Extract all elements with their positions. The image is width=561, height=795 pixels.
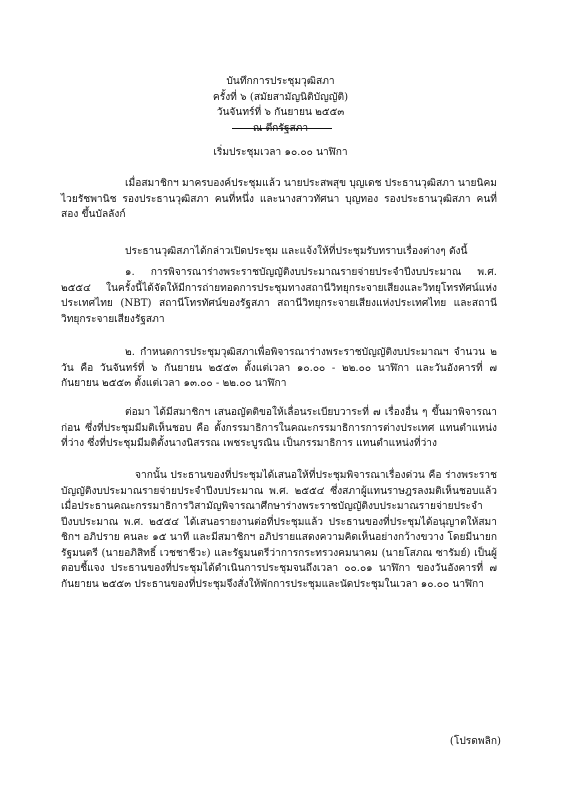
please-turn-over-note: (โปรดพลิก): [449, 736, 501, 748]
session-start-time: เริ่มประชุมเวลา ๑๐.๐๐ นาฬิกา: [213, 147, 348, 159]
document-title: บันทึกการประชุมวุฒิสภา: [226, 76, 335, 87]
paragraph-6: จากนั้น ประธานของที่ประชุมได้เสนอให้ที่ประชุมพิจารณาเรื่องด่วน คือ ร่างพระราชบัญญัติงบประมาณรายจ่ายประจำปีงบประมาณ พ.ศ. ๒๕๕๔ ซึ่งสภาผู้แทนราษฎรลงมติเห็นชอบแล้ว เมื่อประธานคณะกรรมาธิการวิสามัญพิจารณาศึกษาร่างพระราชบัญญัติงบประมาณรายจ่ายประจำปีงบประมาณ พ.ศ. ๒๕๕๔ ได้เสนอรายงานต่อที่ประชุมแล้ว ประธานของที่ประชุมได้อนุญาตให้สมาชิกฯ อภิปราย คนละ ๑๕ นาที และมีสมาชิกฯ อภิปรายแสดงความคิดเห็นอย่างกว้างขวาง โดยมีนายกรัฐมนตรี (นายอภิสิทธิ์ เวชชาชีวะ) และรัฐมนตรีว่าการกระทรวงคมนาคม (นายโสภณ ซารัมย์) เป็นผู้ตอบชี้แจง ประธานของที่ประชุมได้ดำเนินการประชุมจนถึงเวลา ๐๐.๐๑ นาฬิกา ของวันอังคารที่ ๗ กันยายน ๒๕๕๓ ประธานของที่ประชุมจึงสั่งให้พักการประชุมและนัดประชุมในเวลา ๑๐.๐๐ นาฬิกา: [61, 470, 497, 590]
session-number: ครั้งที่ ๖ (สมัยสามัญนิติบัญญัติ): [212, 91, 349, 103]
paragraph-3: ๑. การพิจารณาร่างพระราชบัญญัติงบประมาณรายจ่ายประจำปีงบประมาณ พ.ศ. ๒๕๕๔ ในครั้งนี้ได้จัดให้มีการถ่ายทอดการประชุมทางสถานีวิทยุกระจายเสียงและวิทยุโทรทัศน์แห่งประเทศไทย (NBT) สถานีโทรทัศน์ของรัฐสภา สถานีวิทยุกระจายเสียงแห่งประเทศไทย และสถานีวิทยุกระจายเสียงรัฐสภา: [61, 267, 497, 325]
meeting-date: วันจันทร์ที่ ๖ กันยายน ๒๕๕๓: [216, 107, 345, 118]
header-divider: [232, 128, 332, 129]
meeting-place: ณ ตึกรัฐสภา: [252, 122, 309, 134]
paragraph-2: ประธานวุฒิสภาได้กล่าวเปิดประชุม และแจ้งให้ที่ประชุมรับทราบเรื่องต่างๆ ดังนี้: [125, 246, 468, 257]
paragraph-5: ต่อมา ได้มีสมาชิกฯ เสนอญัตติขอให้เลื่อนระเบียบวาระที่ ๗ เรื่องอื่น ๆ ขึ้นมาพิจารณาก่อน ซึ่งที่ประชุมมีมติเห็นชอบ คือ ตั้งกรรมาธิการในคณะกรรมาธิการการต่างประเทศ แทนตำแหน่งที่ว่าง ซึ่งที่ประชุมมีมติตั้งนางนิสรรณ เพชระบูรณิน เป็นกรรมาธิการ แทนตำแหน่งที่ว่าง: [61, 407, 497, 449]
paragraph-4: ๒. กำหนดการประชุมวุฒิสภาเพื่อพิจารณาร่างพระราชบัญญัติงบประมาณฯ จำนวน ๒ วัน คือ วันจันทร์ที่ ๖ กันยายน ๒๕๕๓ ตั้งแต่เวลา ๑๐.๐๐ - ๒๒.๐๐ นาฬิกา และวันอังคารที่ ๗ กันยายน ๒๕๕๓ ตั้งแต่เวลา ๑๓.๐๐ - ๒๒.๐๐ นาฬิกา: [61, 347, 497, 389]
paragraph-1: เมื่อสมาชิกฯ มาครบองค์ประชุมแล้ว นายประสพสุข บุญเดช ประธานวุฒิสภา นายนิคม ไวยรัชพานิช รองประธานวุฒิสภา คนที่หนึ่ง และนางสาวทัศนา บุญทอง รองประธานวุฒิสภา คนที่สอง ขึ้นบัลลังก์: [61, 178, 498, 220]
document-header: [0, 74, 561, 136]
